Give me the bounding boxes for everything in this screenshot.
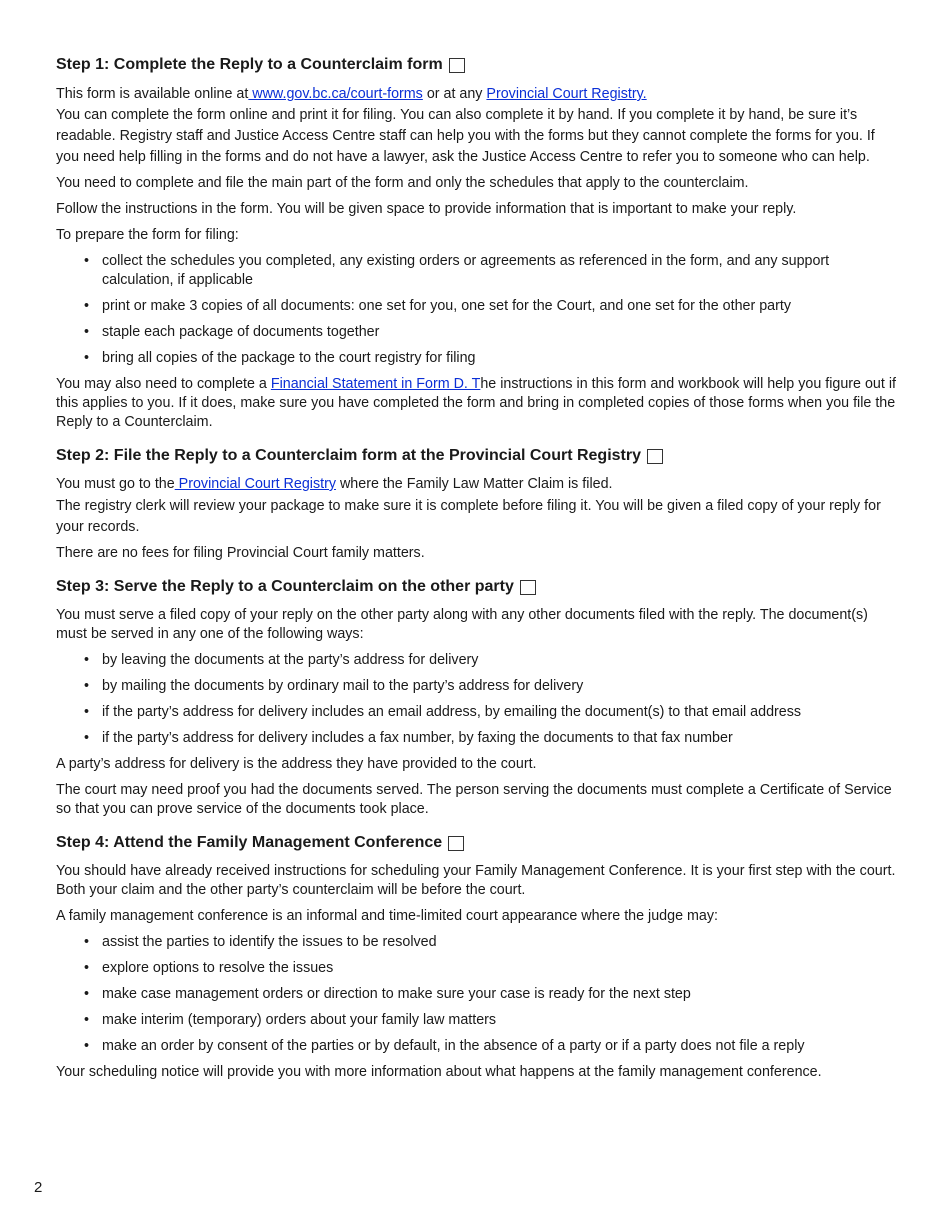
step1-checkbox[interactable] — [449, 58, 465, 73]
page-number: 2 — [34, 1179, 43, 1196]
step1-title: Step 1: Complete the Reply to a Counterclaim form — [56, 56, 443, 73]
list-item: • make an order by consent of the parties or by default, in the absence of a party or if a party does not file a reply — [56, 1037, 901, 1056]
provincial-court-registry-link[interactable]: Provincial Court Registry. — [486, 86, 647, 102]
step3-serve-paragraph: You must serve a filed copy of your reply on the other party along with any other documents filed with the reply. The document(s) must be served in any one of the following ways: — [56, 607, 868, 642]
step4-received-paragraph: You should have already received instructions for scheduling your Family Management Conference. It is your first step with the court. Both your claim and the other party’s counterclaim will be before the court. — [56, 863, 896, 898]
step3-title: Step 3: Serve the Reply to a Counterclaim on the other party — [56, 578, 514, 595]
step2-checkbox[interactable] — [647, 449, 663, 464]
step1-follow-paragraph: Follow the instructions in the form. You will be given space to provide information that is important to make your reply. — [56, 201, 797, 217]
court-forms-link[interactable]: www.gov.bc.ca/court-forms — [248, 86, 423, 102]
step1-bullet-list — [56, 252, 901, 368]
step3-checkbox[interactable] — [520, 580, 536, 595]
list-item: • by mailing the documents by ordinary mail to the party’s address for delivery — [56, 677, 901, 696]
step1-online-paragraph: You can complete the form online and print it for filing. You can also complete it by hand. If you complete it by hand, be sure it’s readable. Registry staff and Justice Access Centre staff can help you with the forms but they cannot complete the forms for you. If you need help filling in the forms and do not have a lawyer, ask the Justice Access Centre to refer you to someone who can help. — [56, 107, 875, 165]
financial-statement-link[interactable]: Financial Statement in Form D. T — [270, 376, 481, 392]
list-item: • make interim (temporary) orders about your family law matters — [56, 1011, 901, 1030]
list-item: • make case management orders or direction to make sure your case is ready for the next step — [56, 985, 901, 1004]
step4-heading — [56, 832, 901, 854]
step2-fees-paragraph: There are no fees for filing Provincial Court family matters. — [56, 545, 425, 561]
step1-availability: This form is available online at www.gov.bc.ca/court-forms or at any Provincial Court Registry. — [56, 86, 647, 102]
list-item: • collect the schedules you completed, any existing orders or agreements as referenced in the form, and any support calculation, if applicable — [56, 252, 901, 290]
step1-main-paragraph: You need to complete and file the main part of the form and only the schedules that apply to the counterclaim. — [56, 175, 749, 191]
list-item: • staple each package of documents together — [56, 323, 901, 342]
step4-bullet-list — [56, 933, 901, 1056]
step4-title: Step 4: Attend the Family Management Conference — [56, 834, 443, 851]
list-item: • explore options to resolve the issues — [56, 959, 901, 978]
step3-address-paragraph: A party’s address for delivery is the address they have provided to the court. — [56, 756, 537, 772]
list-item: • by leaving the documents at the party’s address for delivery — [56, 651, 901, 670]
step2-go-paragraph: You must go to the Provincial Court Registry where the Family Law Matter Claim is filed. — [56, 476, 613, 492]
step3-proof-paragraph: The court may need proof you had the documents served. The person serving the documents must complete a Certificate of Service so that you can prove service of the documents took place. — [56, 782, 892, 817]
step2-review-paragraph: The registry clerk will review your package to make sure it is complete before filing it. You will be given a filed copy of your reply for your records. — [56, 498, 881, 535]
step2-heading — [56, 445, 901, 467]
list-item: • assist the parties to identify the issues to be resolved — [56, 933, 901, 952]
step4-notice-paragraph: Your scheduling notice will provide you with more information about what happens at the family management conference. — [56, 1064, 822, 1080]
step1-financial-paragraph: You may also need to complete a Financial Statement in Form D. The instructions in this form and workbook will help you figure out if this applies to you. If it does, make sure you have completed the form and bring in completed copies of those forms when you file the Reply to a Counterclaim. — [56, 376, 896, 430]
list-item: • print or make 3 copies of all documents: one set for you, one set for the Court, and one set for the other party — [56, 297, 901, 316]
list-item: • if the party’s address for delivery includes a fax number, by faxing the documents to that fax number — [56, 729, 901, 748]
step1-prepare-paragraph: To prepare the form for filing: — [56, 227, 239, 243]
list-item: • bring all copies of the package to the court registry for filing — [56, 349, 901, 368]
list-item: • if the party’s address for delivery includes an email address, by emailing the document(s) to that email address — [56, 703, 901, 722]
step1-heading — [56, 54, 901, 76]
step3-bullet-list — [56, 651, 901, 748]
step4-conference-paragraph: A family management conference is an informal and time-limited court appearance where the judge may: — [56, 908, 718, 924]
step3-heading — [56, 576, 901, 598]
provincial-court-registry-link-2[interactable]: Provincial Court Registry — [174, 476, 336, 492]
step4-checkbox[interactable] — [448, 836, 464, 851]
step2-title: Step 2: File the Reply to a Counterclaim form at the Provincial Court Registry — [56, 447, 641, 464]
document-body — [56, 46, 901, 1082]
